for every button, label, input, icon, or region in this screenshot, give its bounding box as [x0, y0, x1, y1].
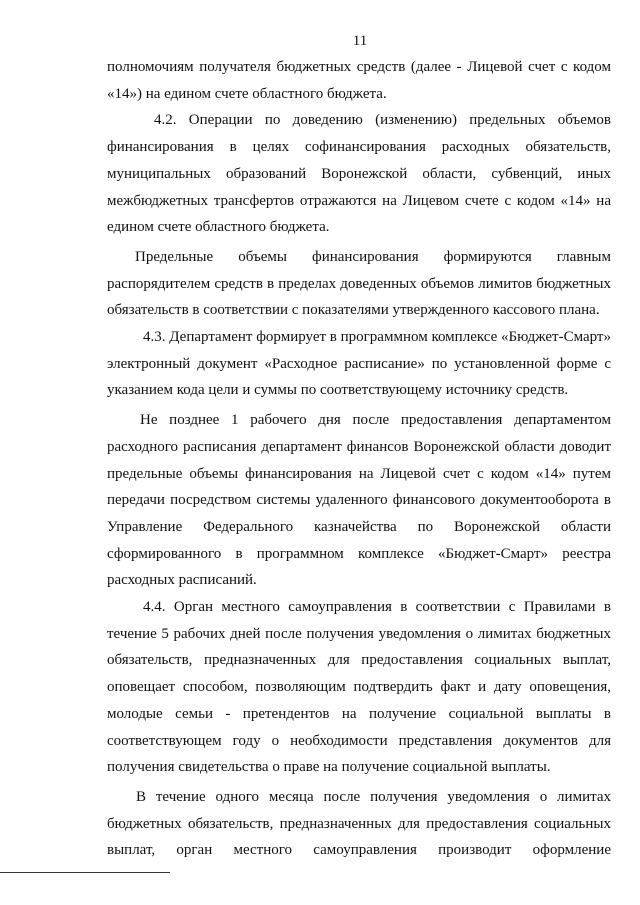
paragraph-funding-limits: Предельные объемы финансирования формируются главным распорядителем средств в пределах доведенных объемов лимитов бюджетных обязательств в соответствии с показателями утвержденного кассового плана. — [107, 248, 611, 319]
paragraph-one-month: В течение одного месяца после получения уведомления о лимитах бюджетных обязательств, предназначенных для предоставления социальных выплат, орган местного самоуправления производит оформление — [107, 788, 611, 859]
page-number: 11 — [352, 33, 368, 49]
paragraph-section-4-2: 4.2. Операции по доведению (изменению) предельных объемов финансирования в целях софинансирования расходных обязательств, муниципальных образований Воронежской области, субвенций, иных межбюджетных трансфертов отражаются на Лицевом счете с кодом «14» на едином счете областного бюджета. — [107, 112, 611, 236]
document-body — [107, 54, 611, 864]
paragraph-continuation: полномочиям получателя бюджетных средств (далее - Лицевой счет с кодом «14») на едином счете областного бюджета. — [107, 59, 611, 102]
paragraph-section-4-4: 4.4. Орган местного самоуправления в соответствии с Правилами в течение 5 рабочих дней после получения уведомления о лимитах бюджетных обязательств, предназначенных для предоставления социальных выплат, оповещает способом, позволяющим подтвердить факт и дату оповещения, молодые семьи - претендентов на получение социальной выплаты в соответствующем году о необходимости представления документов для получения свидетельства о праве на получение социальной выплаты. — [107, 599, 611, 776]
footnote-divider — [0, 872, 170, 873]
paragraph-finance-department: Не позднее 1 рабочего дня после предоставления департаментом расходного расписания департамент финансов Воронежской области доводит предельные объемы финансирования на Лицевой счет с кодом «14» путем передачи посредством системы удаленного финансового документооборота в Управление Федерального казначейства по Воронежской области сформированного в программном комплексе «Бюджет-Смарт» реестра расходных расписаний. — [107, 412, 611, 589]
paragraph-section-4-3: 4.3. Департамент формирует в программном комплексе «Бюджет-Смарт» электронный документ «Расходное расписание» по установленной форме с указанием кода цели и суммы по соответствующему источнику средств. — [107, 329, 611, 399]
